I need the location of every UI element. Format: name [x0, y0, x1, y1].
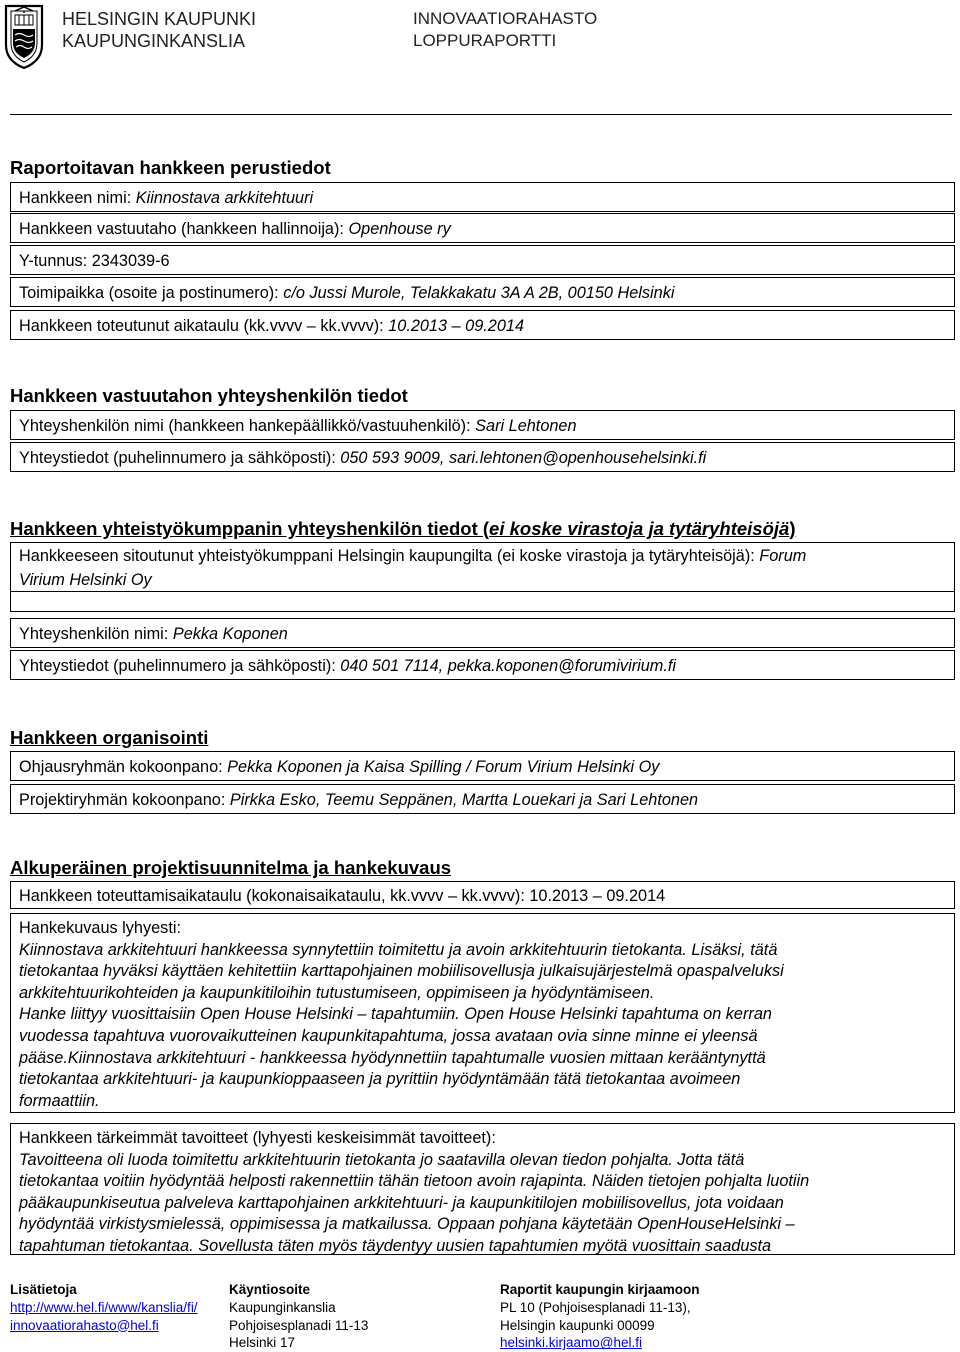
field-label: Yhteyshenkilön nimi:	[19, 625, 173, 643]
field-office-address	[10, 277, 955, 307]
goals-text	[19, 1150, 948, 1258]
goals-line: pääkaupunkiseutua palveleva karttapohjainen arkkitehtuuri- ja kaupunkitilojen mobiilisovellus, jota voidaan	[19, 1193, 784, 1212]
footer-visiting-title: Käyntiosoite	[229, 1282, 311, 1297]
goals-label: Hankkeen tärkeimmät tavoitteet (lyhyesti keskeisimmät tavoitteet):	[19, 1129, 496, 1147]
org-line-2: KAUPUNGINKANSLIA	[62, 31, 246, 51]
footer-registry-title: Raportit kaupungin kirjaamoon	[500, 1282, 700, 1297]
goals-line: tapahtuman tietokantaa. Sovellusta täten myös täydentyy uusien tapahtumien myötä vuosittain saadusta	[19, 1236, 772, 1255]
footer-more-info-title: Lisätietoja	[10, 1282, 77, 1297]
field-value: 050 593 9009, sari.lehtonen@openhousehelsinki.fi	[340, 449, 707, 467]
organization-name	[62, 8, 256, 52]
footer-visiting-line-1: Kaupunginkanslia	[229, 1299, 336, 1315]
description-line: Kiinnostava arkkitehtuuri hankkeessa synnytettiin toimitettu ja avoin arkkitehtuurin tietokanta. Lisäksi, tätä	[19, 940, 778, 959]
field-label: Toimipaikka (osoite ja postinumero):	[19, 284, 284, 302]
section-responsible-contact-title: Hankkeen vastuutahon yhteyshenkilön tiedot	[10, 385, 408, 406]
field-value: 10.2013 – 09.2014	[388, 317, 525, 335]
footer-visiting-address	[229, 1281, 368, 1352]
field-contact-name	[10, 410, 955, 440]
description-label: Hankekuvaus lyhyesti:	[19, 919, 181, 937]
field-value: Pekka Koponen	[172, 625, 288, 643]
footer-registry-line-1: PL 10 (Pohjoisesplanadi 11-13),	[500, 1299, 691, 1315]
footer-visiting-line-3: Helsinki 17	[229, 1335, 296, 1351]
goals-line: tietokantaa voitiin hyödyntää helposti rakennettiin tähän tietoon avoin rajapinta. Näiden tietojen pohjalta luotiin	[19, 1172, 810, 1191]
footer-registry	[500, 1281, 700, 1352]
header-divider	[10, 114, 952, 115]
goals-line: hyödyntää virkistysmielessä, oppimisessa ja matkailussa. Oppaan pohjana käytetään OpenHouseHelsinki –	[19, 1215, 795, 1234]
field-label: Y-tunnus:	[19, 252, 92, 270]
description-line: tietokantaa arkkitehtuuri- ja kaupunkioppaaseen ja pyrittiin hyödyntämään tätä tietokantaa avoimeen	[19, 1070, 741, 1089]
description-text	[19, 940, 948, 1113]
field-project-goals	[10, 1123, 955, 1255]
footer-more-info	[10, 1281, 198, 1334]
field-value: 2343039-6	[91, 252, 170, 270]
field-label: Projektiryhmän kokoonpano:	[19, 791, 230, 809]
description-line: vuodessa tapahtuva vuorovaikutteinen kaupunkitapahtuma, jossa avataan ovia sinne minne ei yleensä	[19, 1026, 758, 1045]
footer-registry-email-link[interactable]: helsinki.kirjaamo@hel.fi	[500, 1335, 643, 1351]
helsinki-crest-logo	[3, 3, 45, 71]
field-label: Hankkeen vastuutaho (hankkeen hallinnoija):	[19, 220, 349, 238]
description-line: pääse.Kiinnostava arkkitehtuuri - hankkeessa hyödynnettiin tapahtumalle vuosien mittaan kerääntynyttä	[19, 1048, 766, 1067]
field-label: Yhteyshenkilön nimi (hankkeen hankepäällikkö/vastuuhenkilö):	[19, 417, 476, 435]
title-italic-text: ei koske virastoja ja tytäryhteisöjä	[489, 518, 790, 539]
field-value: Kiinnostava arkkitehtuuri	[135, 189, 314, 207]
field-label: Yhteystiedot (puhelinnumero ja sähköposti):	[19, 657, 341, 675]
field-value-continued: Virium Helsinki Oy	[19, 571, 152, 589]
field-partner-contact-name	[10, 618, 955, 648]
org-line-1: HELSINGIN KAUPUNKI	[62, 9, 257, 29]
footer-visiting-line-2: Pohjoisesplanadi 11-13	[229, 1317, 369, 1333]
field-value: c/o Jussi Murole, Telakkakatu 3A A 2B, 00150 Helsinki	[283, 284, 675, 302]
field-value: 040 501 7114, pekka.koponen@forumivirium.fi	[340, 657, 677, 675]
doc-line-1: INNOVAATIORAHASTO	[413, 9, 598, 28]
section-organization-title: Hankkeen organisointi	[10, 727, 209, 748]
section-partner-contact-title	[10, 518, 795, 540]
footer-website-link[interactable]: http://www.hel.fi/www/kanslia/fi/	[10, 1299, 198, 1315]
section-basic-info-title: Raportoitavan hankkeen perustiedot	[10, 157, 331, 178]
footer-email-link[interactable]: innovaatiorahasto@hel.fi	[10, 1317, 159, 1333]
field-label: Hankkeeseen sitoutunut yhteistyökumppani Helsingin kaupungilta (ei koske virastoja ja tytäryhteisöjä):	[19, 547, 760, 565]
field-contact-info	[10, 442, 955, 472]
description-line: arkkitehtuurikohteiden ja kaupunkitiloihin tutustumiseen, oppimiseen ja hyödyntämiseen.	[19, 983, 655, 1002]
doc-line-2: LOPPURAPORTTI	[413, 31, 557, 50]
description-line: Hanke liittyy vuosittaisiin Open House Helsinki – tapahtumiin. Open House Helsinki tapahtuma on kerran	[19, 1005, 772, 1024]
field-business-id	[10, 245, 955, 275]
field-responsible-party	[10, 213, 955, 243]
title-text: Hankkeen yhteistyökumppanin yhteyshenkilön tiedot (	[10, 518, 490, 539]
document-title	[413, 8, 597, 52]
field-value: Pirkka Esko, Teemu Seppänen, Martta Louekari ja Sari Lehtonen	[229, 791, 699, 809]
field-empty-row	[10, 591, 955, 612]
section-plan-title: Alkuperäinen projektisuunnitelma ja hankekuvaus	[10, 857, 452, 878]
field-label: Hankkeen toteutunut aikataulu (kk.vvvv – kk.vvvv):	[19, 317, 389, 335]
field-label: Hankkeen nimi:	[19, 189, 136, 207]
description-line: formaattiin.	[19, 1091, 100, 1110]
field-overall-schedule: Hankkeen toteuttamisaikataulu (kokonaisaikataulu, kk.vvvv – kk.vvvv): 10.2013 – 09.2014	[10, 881, 955, 909]
field-label: Yhteystiedot (puhelinnumero ja sähköposti):	[19, 449, 341, 467]
field-value: Pekka Koponen ja Kaisa Spilling / Forum Virium Helsinki Oy	[227, 758, 660, 776]
footer-registry-line-2: Helsingin kaupunki 00099	[500, 1317, 655, 1333]
field-project-group	[10, 784, 955, 814]
goals-line: Tavoitteena oli luoda toimitettu arkkitehtuurin tietokanta jo saatavilla olevan tiedon pohjalta. Jotta tätä	[19, 1150, 745, 1169]
field-value: Openhouse ry	[348, 220, 451, 238]
field-partner	[10, 542, 955, 592]
field-project-description	[10, 913, 955, 1113]
field-project-name	[10, 182, 955, 212]
field-label: Ohjausryhmän kokoonpano:	[19, 758, 228, 776]
title-end: )	[789, 518, 796, 539]
field-actual-schedule	[10, 310, 955, 340]
field-value: Forum	[759, 547, 807, 565]
field-value: Sari Lehtonen	[475, 417, 577, 435]
description-line: tietokantaa hyväksi käyttäen kehitettiin karttapohjainen mobiilisovellusja julkaisujärjestelmä opaspalveluksi	[19, 962, 784, 981]
field-steering-group	[10, 751, 955, 781]
field-partner-contact-info	[10, 650, 955, 680]
